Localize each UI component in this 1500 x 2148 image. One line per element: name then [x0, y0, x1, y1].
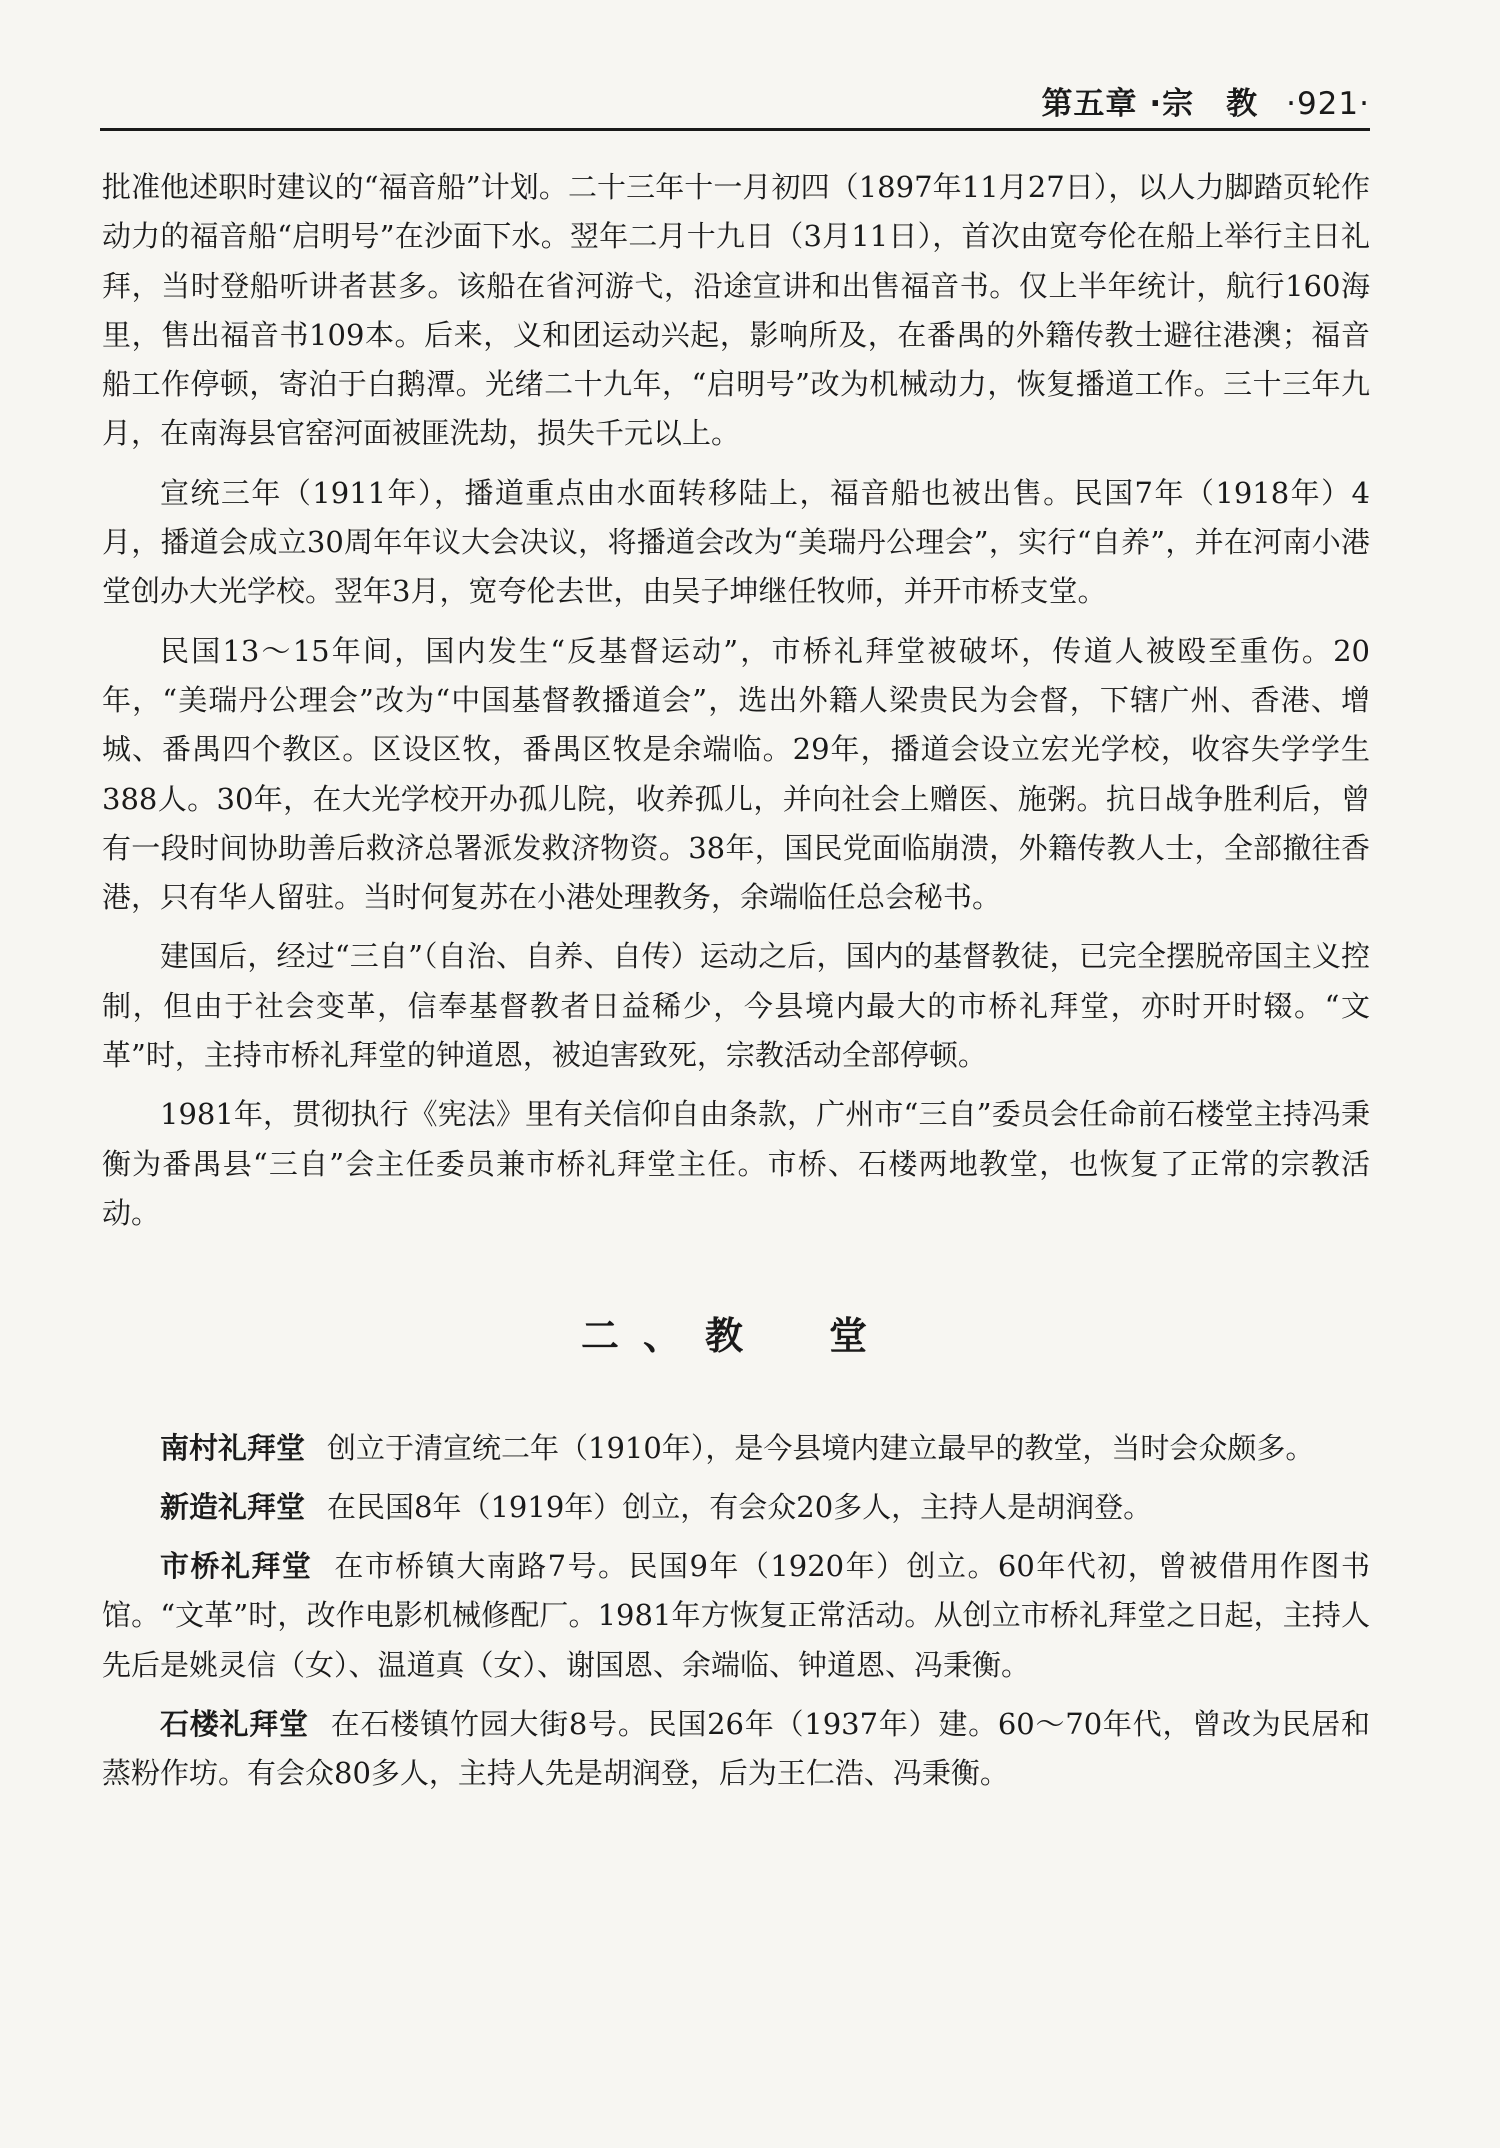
paragraph: 宣统三年（1911年），播道重点由水面转移陆上，福音船也被出售。民国7年（1918年）4月，播道会成立30周年年议大会决议，将播道会改为“美瑞丹公理会”，实行“自养”，并在河南小港堂创办大光学校。翌年3月，宽夸伦去世，由吴子坤继任牧师，并开市桥支堂。 — [102, 475, 1370, 609]
church-description: 在民国8年（1919年）创立，有会众20多人，主持人是胡润登。 — [327, 1489, 1153, 1524]
church-entry — [102, 1542, 1370, 1690]
church-name: 南村礼拜堂 — [160, 1430, 306, 1465]
church-entry — [102, 1700, 1370, 1799]
church-description: 在石楼镇竹园大街8号。民国26年（1937年）建。60～70年代，曾改为民居和蒸粉作坊。有会众80多人，主持人先是胡润登，后为王仁浩、冯秉衡。 — [102, 1707, 1370, 1791]
page-header — [100, 78, 1370, 131]
church-name: 新造礼拜堂 — [160, 1489, 306, 1524]
church-entry — [102, 1424, 1370, 1473]
chapter-title: 第五章 ·宗 教 — [1041, 86, 1259, 122]
church-description: 创立于清宣统二年（1910年），是今县境内建立最早的教堂，当时会众颇多。 — [327, 1430, 1315, 1465]
page-body — [102, 163, 1370, 1809]
paragraph: 批准他述职时建议的“福音船”计划。二十三年十一月初四（1897年11月27日），以人力脚踏页轮作动力的福音船“启明号”在沙面下水。翌年二月十九日（3月11日），首次由宽夸伦在船上举行主日礼拜，当时登船听讲者甚多。该船在省河游弋，沿途宣讲和出售福音书。仅上半年统计，航行160海里，售出福音书109本。后来，义和团运动兴起，影响所及，在番禺的外籍传教士避往港澳；福音船工作停顿，寄泊于白鹅潭。光绪二十九年，“启明号”改为机械动力，恢复播道工作。三十三年九月，在南海县官窑河面被匪洗劫，损失千元以上。 — [102, 170, 1370, 451]
paragraph: 建国后，经过“三自”（自治、自养、自传）运动之后，国内的基督教徒，已完全摆脱帝国主义控制，但由于社会变革，信奉基督教者日益稀少，今县境内最大的市桥礼拜堂，亦时开时辍。“文革”时，主持市桥礼拜堂的钟道恩，被迫害致死，宗教活动全部停顿。 — [102, 939, 1370, 1073]
church-entry — [102, 1483, 1370, 1532]
running-head — [1042, 78, 1370, 123]
paragraph: 1981年，贯彻执行《宪法》里有关信仰自由条款，广州市“三自”委员会任命前石楼堂主持冯秉衡为番禺县“三自”会主任委员兼市桥礼拜堂主任。市桥、石楼两地教堂，也恢复了正常的宗教活动。 — [102, 1097, 1370, 1230]
church-name: 石楼礼拜堂 — [160, 1707, 309, 1742]
church-description: 在市桥镇大南路7号。民国9年（1920年）创立。60年代初，曾被借用作图书馆。“文革”时，改作电影机械修配厂。1981年方恢复正常活动。从创立市桥礼拜堂之日起，主持人先后是姚灵信（女）、温道真（女）、谢国恩、余端临、钟道恩、冯秉衡。 — [102, 1549, 1370, 1682]
section-heading: 二、教 堂 — [580, 1314, 891, 1359]
church-name: 市桥礼拜堂 — [160, 1549, 313, 1584]
page-number: ·921· — [1286, 86, 1370, 122]
paragraph: 民国13～15年间，国内发生“反基督运动”，市桥礼拜堂被破坏，传道人被殴至重伤。20年，“美瑞丹公理会”改为“中国基督教播道会”，选出外籍人梁贵民为会督，下辖广州、香港、增城、番禺四个教区。区设区牧，番禺区牧是余端临。29年，播道会设立宏光学校，收容失学学生388人。30年，在大光学校开办孤儿院，收养孤儿，并向社会上赠医、施粥。抗日战争胜利后，曾有一段时间协助善后救济总署派发救济物资。38年，国民党面临崩溃，外籍传教人士，全部撤往香港，只有华人留驻。当时何复苏在小港处理教务，余端临任总会秘书。 — [102, 633, 1370, 915]
